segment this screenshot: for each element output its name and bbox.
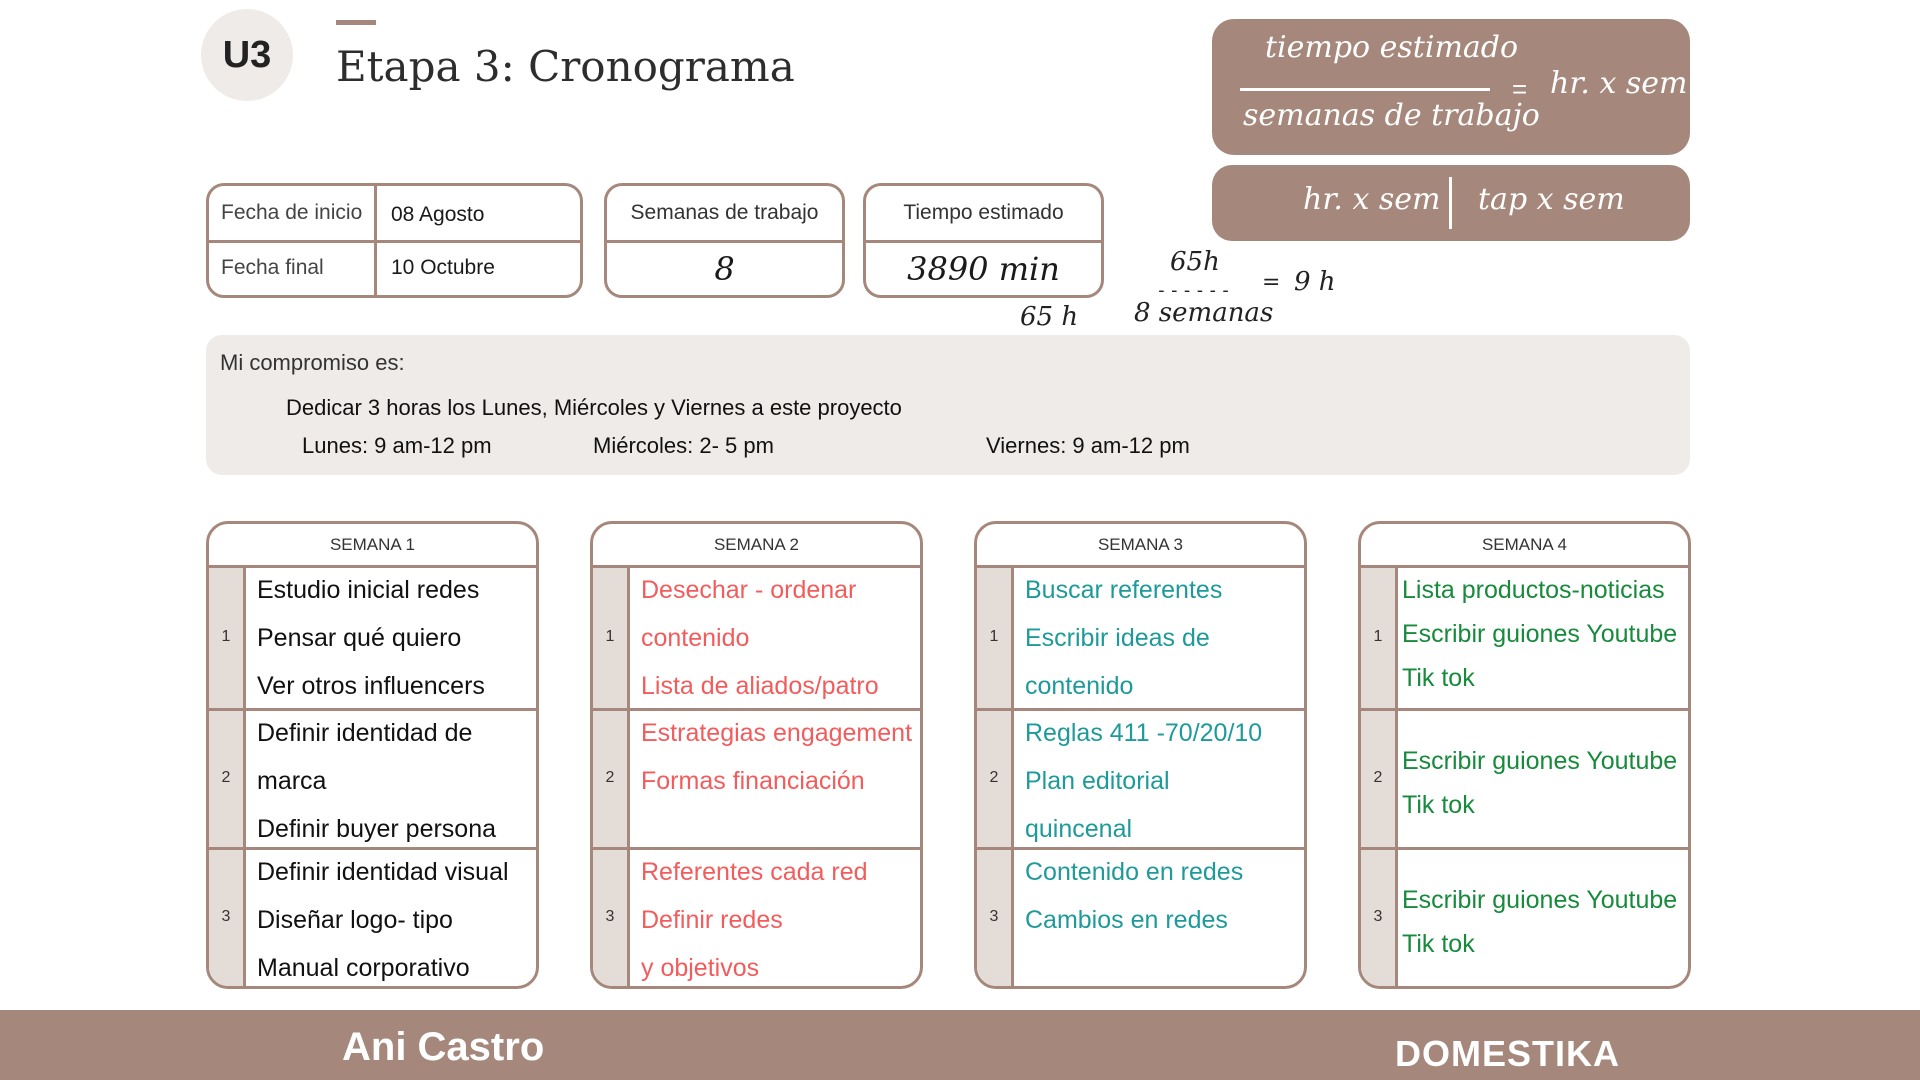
week-task: Tik tok bbox=[1402, 664, 1475, 692]
week-task: Ver otros influencers bbox=[257, 672, 485, 700]
week-table-3 bbox=[974, 521, 1307, 989]
week-row-number: 2 bbox=[221, 769, 231, 786]
week-number-separator bbox=[243, 568, 246, 986]
time-box-divider bbox=[866, 240, 1101, 243]
formula-secondary-divider bbox=[1449, 177, 1452, 229]
unit-badge: U3 bbox=[201, 9, 293, 101]
formula-denominator: semanas de trabajo bbox=[1243, 98, 1540, 133]
week-title: SEMANA 4 bbox=[1481, 535, 1568, 554]
week-task: Estrategias engagement bbox=[641, 719, 913, 747]
weeks-box bbox=[604, 183, 845, 298]
week-row-number: 3 bbox=[989, 908, 999, 925]
week-row-number: 3 bbox=[1373, 908, 1383, 925]
page-title: Etapa 3: Cronograma bbox=[336, 42, 795, 91]
week-task: Plan editorial bbox=[1025, 767, 1170, 795]
week-task: Escribir ideas de bbox=[1025, 624, 1210, 652]
week-row-divider bbox=[1361, 847, 1688, 850]
week-row-divider bbox=[209, 565, 536, 568]
formula-secondary-left: hr. x sem bbox=[1303, 182, 1441, 217]
week-row-number: 1 bbox=[1373, 628, 1383, 645]
week-task: Formas financiación bbox=[641, 767, 865, 795]
footer-brand-logo[interactable]: DOMESTIKA bbox=[1395, 1033, 1620, 1074]
formula-numerator: tiempo estimado bbox=[1265, 30, 1519, 65]
week-task: Tik tok bbox=[1402, 791, 1475, 819]
week-title: SEMANA 2 bbox=[713, 535, 800, 554]
week-row-divider bbox=[977, 565, 1304, 568]
weeks-label: Semanas de trabajo bbox=[630, 201, 819, 224]
week-task: Lista de aliados/patro bbox=[641, 672, 879, 700]
week-task: Manual corporativo bbox=[257, 954, 470, 982]
week-row-divider bbox=[209, 847, 536, 850]
week-row-number: 3 bbox=[221, 908, 231, 925]
week-number-separator bbox=[1011, 568, 1014, 986]
week-task: Definir redes bbox=[641, 906, 783, 934]
week-task: quincenal bbox=[1025, 815, 1133, 843]
week-task: Reglas 411 -70/20/10 bbox=[1025, 719, 1263, 747]
week-row-number: 3 bbox=[605, 908, 615, 925]
formula-equals: = bbox=[1512, 74, 1528, 104]
weeks-box-divider bbox=[607, 240, 842, 243]
title-accent-bar bbox=[336, 20, 376, 25]
week-task: Lista productos-noticias bbox=[1402, 576, 1665, 604]
time-label: Tiempo estimado bbox=[903, 201, 1064, 224]
formula-fraction-line bbox=[1240, 88, 1490, 91]
commitment-wednesday: Miércoles: 2- 5 pm bbox=[593, 433, 774, 458]
note-fraction-line: ------ bbox=[1156, 280, 1234, 301]
week-table-4 bbox=[1358, 521, 1691, 989]
formula-result: hr. x sem bbox=[1550, 66, 1688, 101]
week-row-divider bbox=[977, 847, 1304, 850]
week-row-divider bbox=[1361, 565, 1688, 568]
week-task: Buscar referentes bbox=[1025, 576, 1223, 604]
week-task: Desechar - ordenar bbox=[641, 576, 857, 604]
week-task: Escribir guiones Youtube bbox=[1402, 620, 1678, 648]
week-task: Definir identidad visual bbox=[257, 858, 509, 886]
week-table-1 bbox=[206, 521, 539, 989]
week-row-number: 2 bbox=[605, 769, 615, 786]
footer-bar bbox=[0, 1010, 1920, 1080]
date-box-col-divider bbox=[374, 186, 377, 295]
formula-secondary-right: tap x sem bbox=[1478, 182, 1625, 217]
week-task: Definir buyer persona bbox=[257, 815, 497, 843]
week-row-divider bbox=[209, 708, 536, 711]
week-task: Cambios en redes bbox=[1025, 906, 1228, 934]
week-row-number: 2 bbox=[989, 769, 999, 786]
time-value[interactable]: 3890 min bbox=[907, 250, 1060, 288]
week-task: Estudio inicial redes bbox=[257, 576, 480, 604]
week-row-divider bbox=[1361, 708, 1688, 711]
week-row-number: 1 bbox=[989, 628, 999, 645]
week-row-divider bbox=[593, 565, 920, 568]
week-row-number: 1 bbox=[605, 628, 615, 645]
commitment-monday: Lunes: 9 am-12 pm bbox=[302, 433, 492, 458]
week-task: Tik tok bbox=[1402, 930, 1475, 958]
end-date-label: Fecha final bbox=[221, 256, 324, 279]
week-number-separator bbox=[1395, 568, 1398, 986]
week-task: Pensar qué quiero bbox=[257, 624, 462, 652]
week-task: Definir identidad de bbox=[257, 719, 473, 747]
week-row-divider bbox=[593, 708, 920, 711]
note-equals: = bbox=[1262, 270, 1281, 295]
week-task: Contenido en redes bbox=[1025, 858, 1244, 886]
week-task: contenido bbox=[1025, 672, 1134, 700]
weeks-value[interactable]: 8 bbox=[714, 250, 735, 288]
start-date-label: Fecha de inicio bbox=[221, 201, 363, 224]
footer-author: Ani Castro bbox=[342, 1025, 545, 1069]
week-task: marca bbox=[257, 767, 327, 795]
start-date-value[interactable]: 08 Agosto bbox=[391, 203, 485, 226]
note-result: 9 h bbox=[1294, 267, 1336, 297]
commitment-friday: Viernes: 9 am-12 pm bbox=[986, 433, 1190, 458]
week-title: SEMANA 3 bbox=[1097, 535, 1184, 554]
week-task: Escribir guiones Youtube bbox=[1402, 886, 1678, 914]
date-box bbox=[206, 183, 583, 298]
week-task: Referentes cada red bbox=[641, 858, 868, 886]
week-row-number: 2 bbox=[1373, 769, 1383, 786]
note-fraction-bottom: 8 semanas bbox=[1134, 298, 1274, 328]
week-task: Escribir guiones Youtube bbox=[1402, 747, 1678, 775]
time-box bbox=[863, 183, 1104, 298]
note-fraction-top: 65h bbox=[1170, 247, 1220, 277]
commitment-text: Dedicar 3 horas los Lunes, Miércoles y Viernes a este proyecto bbox=[286, 395, 902, 420]
note-hours-below: 65 h bbox=[1020, 302, 1079, 332]
week-number-separator bbox=[627, 568, 630, 986]
commitment-title: Mi compromiso es: bbox=[220, 350, 405, 375]
week-row-number: 1 bbox=[221, 628, 231, 645]
week-row-divider bbox=[593, 847, 920, 850]
date-box-row-divider bbox=[209, 240, 580, 243]
week-table-2 bbox=[590, 521, 923, 989]
end-date-value[interactable]: 10 Octubre bbox=[391, 256, 495, 279]
week-task: y objetivos bbox=[641, 954, 760, 982]
week-task: contenido bbox=[641, 624, 750, 652]
week-title: SEMANA 1 bbox=[329, 535, 416, 554]
week-row-divider bbox=[977, 708, 1304, 711]
week-task: Diseñar logo- tipo bbox=[257, 906, 453, 934]
